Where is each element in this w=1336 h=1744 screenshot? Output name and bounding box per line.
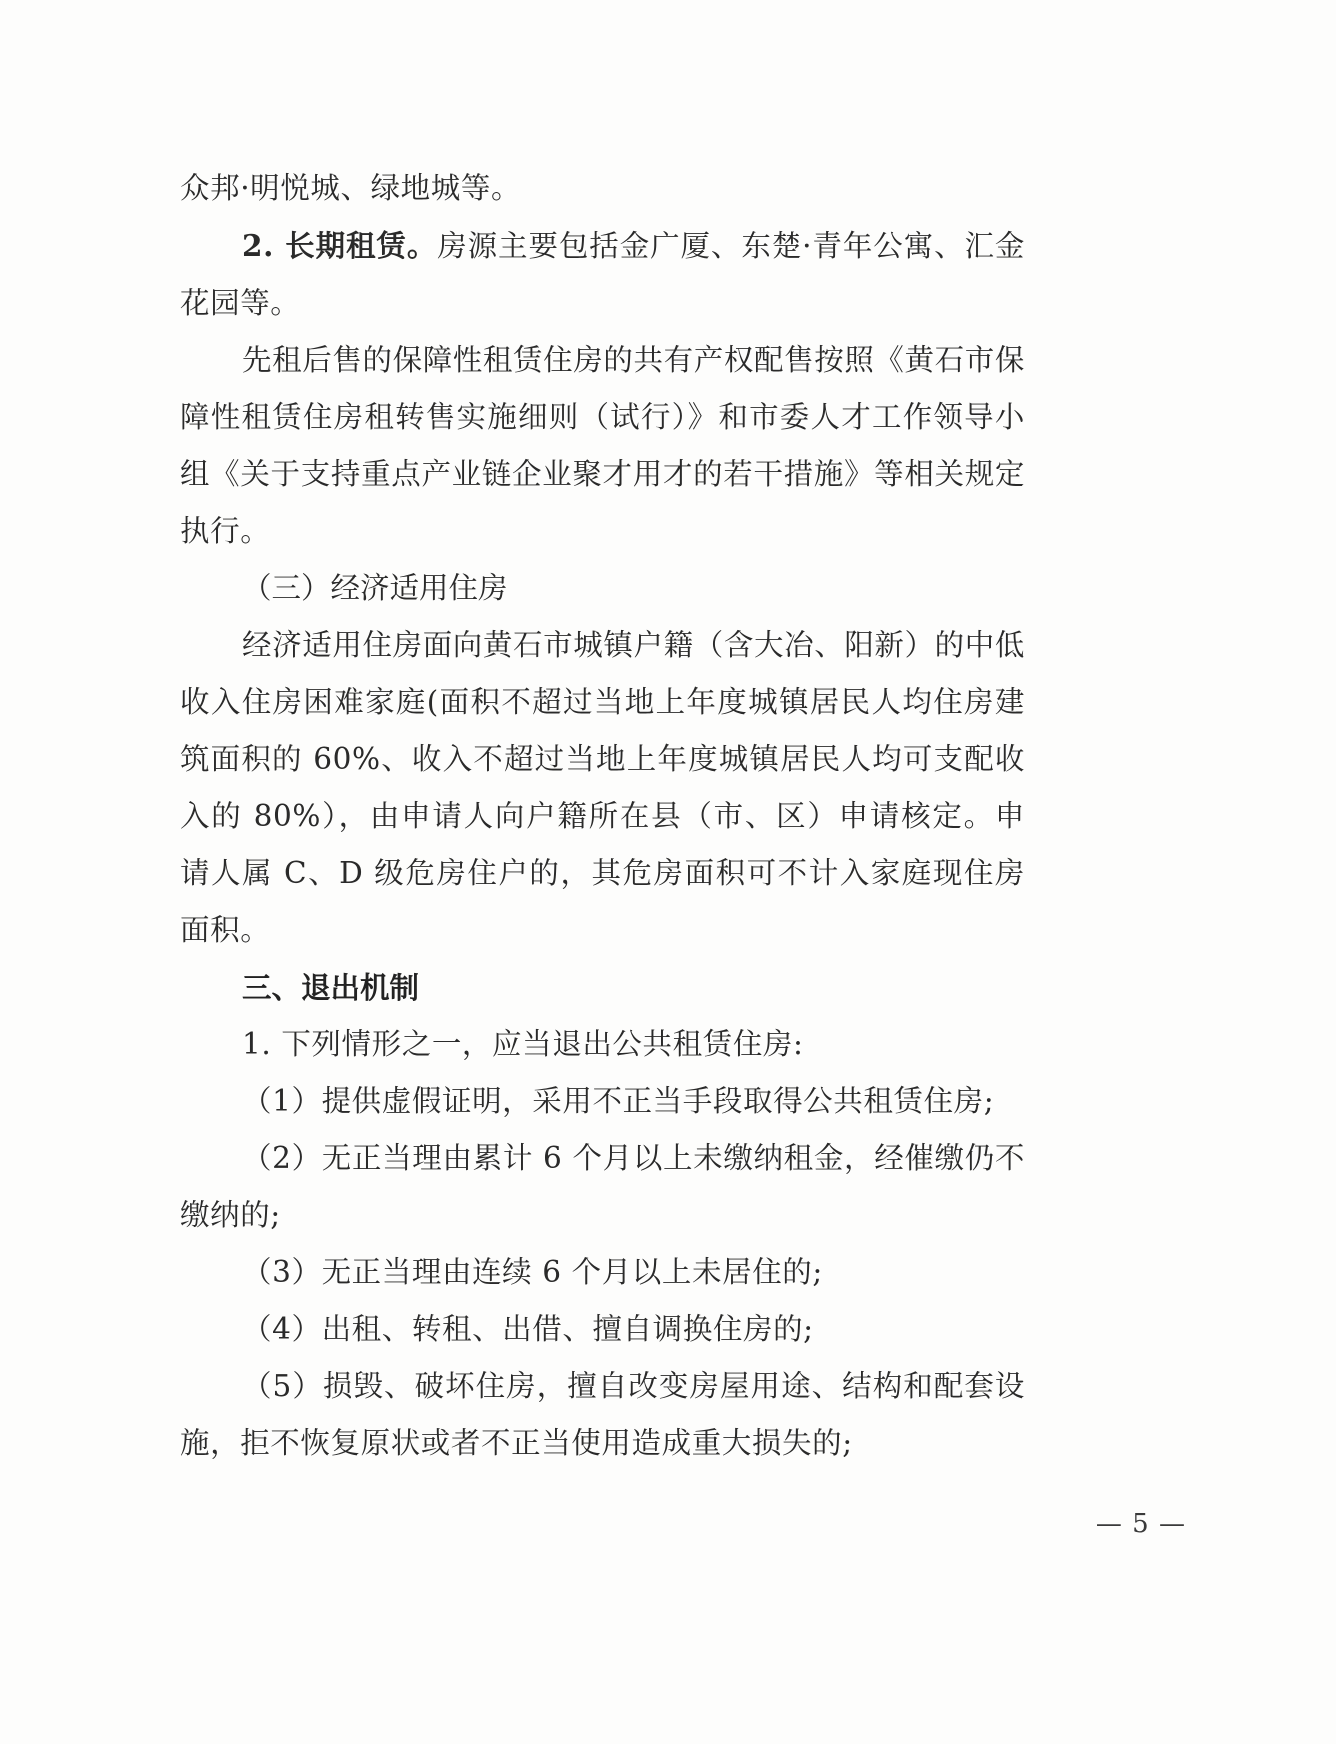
paragraph-exit-condition-3: （3）无正当理由连续 6 个月以上未居住的; <box>242 1255 823 1289</box>
document-body <box>180 160 1025 1472</box>
paragraph-exit-condition-4: （4）出租、转租、出借、擅自调换住房的; <box>242 1312 814 1346</box>
paragraph-exit-condition-2: （2）无正当理由累计 6 个月以上未缴纳租金，经催缴仍不缴纳的; <box>180 1141 1025 1232</box>
paragraph-exit-condition-1: （1）提供虚假证明，采用不正当手段取得公共租赁住房; <box>242 1084 995 1118</box>
paragraph-affordable-housing-eligibility: 经济适用住房面向黄石市城镇户籍（含大冶、阳新）的中低收入住房困难家庭(面积不超过当地上年度城镇居民人均住房建筑面积的 60%、收入不超过当地上年度城镇居民人均可支配收入的 80%），由申请人向户籍所在县（市、区）申请核定。申请人属 C、D 级危房住户的，其危房面积可不计入家庭现住房面积。 <box>180 628 1025 947</box>
paragraph-exit-condition-5: （5）损毁、破坏住房，擅自改变房屋用途、结构和配套设施，拒不恢复原状或者不正当使用造成重大损失的; <box>180 1369 1025 1460</box>
page-number: — 5 — <box>1095 1509 1186 1539</box>
paragraph-projects-list: 众邦·明悦城、绿地城等。 <box>180 171 522 205</box>
subheading-affordable-housing: （三）经济适用住房 <box>242 571 508 605</box>
paragraph-long-term-lease-text: 房源主要包括金广厦、东楚·青年公寓、汇金花园等。 <box>180 229 1025 320</box>
section-lead-long-term-lease: 2. 长期租赁。 <box>242 228 438 263</box>
paragraph-exit-conditions-intro: 1. 下列情形之一，应当退出公共租赁住房: <box>242 1027 804 1061</box>
paragraph-long-term-lease <box>180 217 1025 332</box>
heading-exit-mechanism: 三、退出机制 <box>242 970 420 1005</box>
paragraph-rent-then-sell-rules: 先租后售的保障性租赁住房的共有产权配售按照《黄石市保障性租赁住房租转售实施细则（试行）》和市委人才工作领导小组《关于支持重点产业链企业聚才用才的若干措施》等相关规定执行。 <box>180 343 1025 548</box>
